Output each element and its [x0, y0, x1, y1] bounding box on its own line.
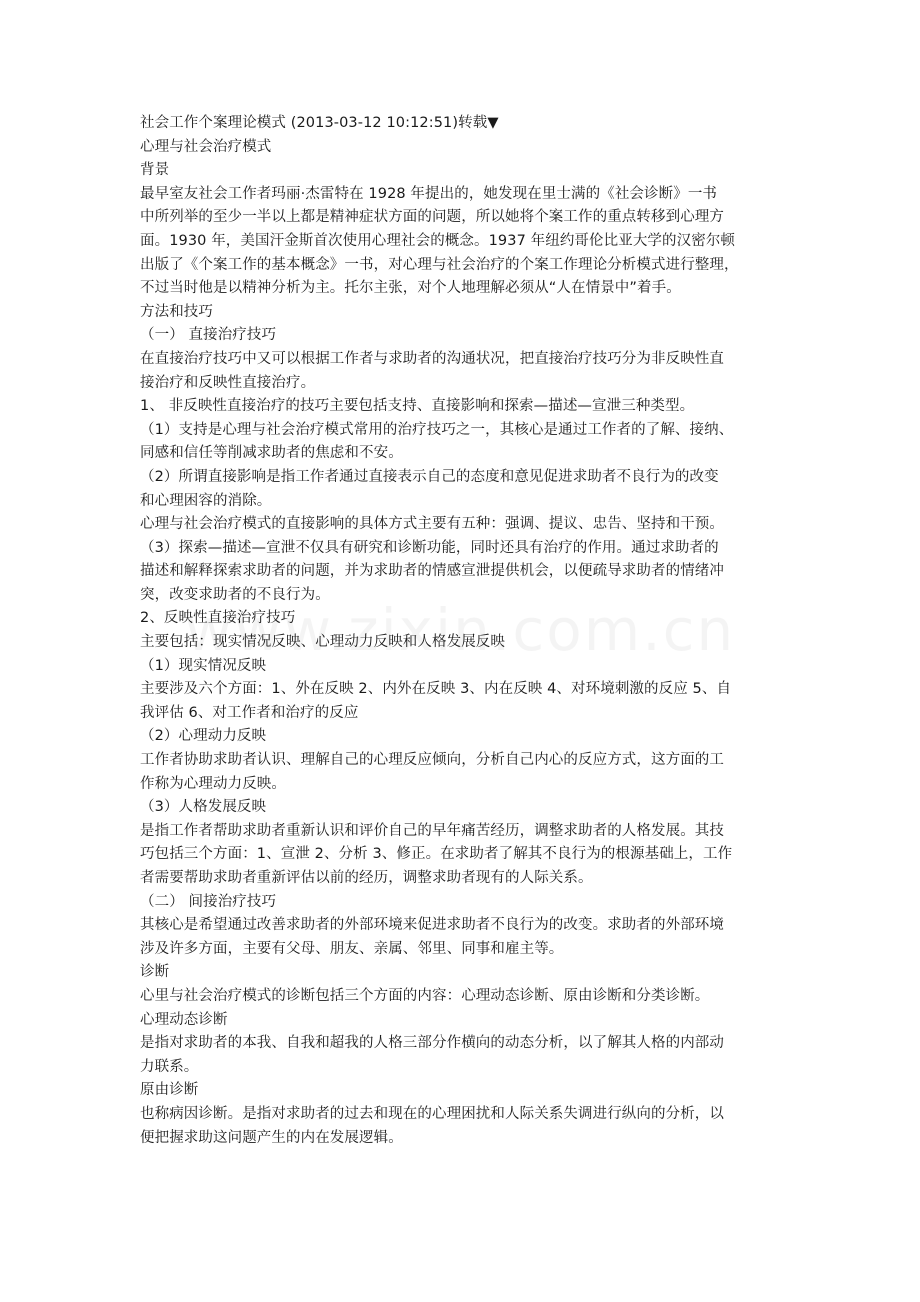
- text-line: （3）探索—描述—宣泄不仅具有研究和诊断功能，同时还具有治疗的作用。通过求助者的: [140, 539, 719, 556]
- text-line: 心理动态诊断: [140, 1011, 228, 1028]
- text-line: 在直接治疗技巧中又可以根据工作者与求助者的沟通状况，把直接治疗技巧分为非反映性直: [140, 350, 724, 367]
- text-line: 心理与社会治疗模式的直接影响的具体方式主要有五种：强调、提议、忠告、坚持和干预。: [140, 516, 724, 533]
- text-line: 心里与社会治疗模式的诊断包括三个方面的内容：心理动态诊断、原由诊断和分类诊断。: [140, 987, 710, 1004]
- text-line: 2、反映性直接治疗技巧: [140, 610, 296, 627]
- text-line: （二） 间接治疗技巧: [140, 893, 277, 910]
- document-title: 社会工作个案理论模式 (2013-03-12 10:12:51)转载▼: [140, 115, 499, 131]
- text-line: 工作者协助求助者认识、理解自己的心理反应倾向，分析自己内心的反应方式，这方面的工: [140, 752, 724, 769]
- text-line: 1、 非反映性直接治疗的技巧主要包括支持、直接影响和探索—描述—宣泄三种类型。: [140, 398, 695, 415]
- text-line: 其核心是希望通过改善求助者的外部环境来促进求助者不良行为的改变。求助者的外部环境: [140, 917, 724, 934]
- text-line: 我评估 6、对工作者和治疗的反应: [140, 704, 359, 721]
- text-line: 作称为心理动力反映。: [140, 775, 286, 792]
- text-line: 背景: [140, 162, 170, 179]
- text-line: 主要涉及六个方面：1、外在反映 2、内外在反映 3、内在反映 4、对环境刺激的反应 5、自: [140, 681, 732, 698]
- text-line: 方法和技巧: [140, 303, 213, 320]
- text-line: 力联系。: [140, 1058, 199, 1075]
- text-line: 也称病因诊断。是指对求助者的过去和现在的心理困扰和人际关系失调进行纵向的分析，以: [140, 1105, 724, 1122]
- text-line: 涉及许多方面，主要有父母、朋友、亲属、邻里、同事和雇主等。: [140, 940, 564, 957]
- text-line: 心理与社会治疗模式: [140, 138, 272, 155]
- text-line: 面。1930 年，美国汗金斯首次使用心理社会的概念。1937 年纽约哥伦比亚大学的汉密尔顿: [140, 232, 736, 249]
- document-body: [140, 112, 790, 1150]
- text-line: 主要包括：现实情况反映、心理动力反映和人格发展反映: [140, 634, 505, 651]
- text-line: （一） 直接治疗技巧: [140, 327, 277, 344]
- text-line: 是指工作者帮助求助者重新认识和评价自己的早年痛苦经历，调整求助者的人格发展。其技: [140, 822, 724, 839]
- text-line: 者需要帮助求助者重新评估以前的经历，调整求助者现有的人际关系。: [140, 870, 593, 886]
- text-line: 同感和信任等削减求助者的焦虑和不安。: [140, 445, 403, 462]
- text-line: （2）所谓直接影响是指工作者通过直接表示自己的态度和意见促进求助者不良行为的改变: [140, 468, 719, 485]
- text-line: 中所列举的至少一半以上都是精神症状方面的问题，所以她将个案工作的重点转移到心理方: [140, 209, 724, 226]
- text-line: 描述和解释探索求助者的问题，并为求助者的情感宣泄提供机会，以便疏导求助者的情绪冲: [140, 563, 724, 580]
- text-line: 便把握求助这问题产生的内在发展逻辑。: [140, 1129, 403, 1146]
- text-line: （1）支持是心理与社会治疗模式常用的治疗技巧之一，其核心是通过工作者的了解、接纳、: [140, 421, 734, 438]
- text-line: 原由诊断: [140, 1082, 199, 1099]
- text-line: （2）心理动力反映: [140, 728, 267, 745]
- text-line: 和心理困容的消除。: [140, 492, 272, 509]
- text-line: 突，改变求助者的不良行为。: [140, 586, 330, 603]
- text-line: 不过当时他是以精神分析为主。托尔主张，对个人地理解必须从“人在情景中”着手。: [140, 280, 681, 297]
- text-line: 接治疗和反映性直接治疗。: [140, 374, 316, 391]
- text-line: 最早室友社会工作者玛丽·杰雷特在 1928 年提出的，她发现在里士满的《社会诊断》一书: [140, 185, 718, 202]
- text-line: （3）人格发展反映: [140, 799, 267, 816]
- text-line: 巧包括三个方面：1、宣泄 2、分析 3、修正。在求助者了解其不良行为的根源基础上，工作: [140, 846, 733, 863]
- text-line: 诊断: [140, 964, 170, 981]
- text-line: 是指对求助者的本我、自我和超我的人格三部分作横向的动态分析，以了解其人格的内部动: [140, 1035, 724, 1052]
- text-line: 出版了《个案工作的基本概念》一书，对心理与社会治疗的个案工作理论分析模式进行整理，: [140, 256, 739, 273]
- text-line: （1）现实情况反映: [140, 657, 267, 674]
